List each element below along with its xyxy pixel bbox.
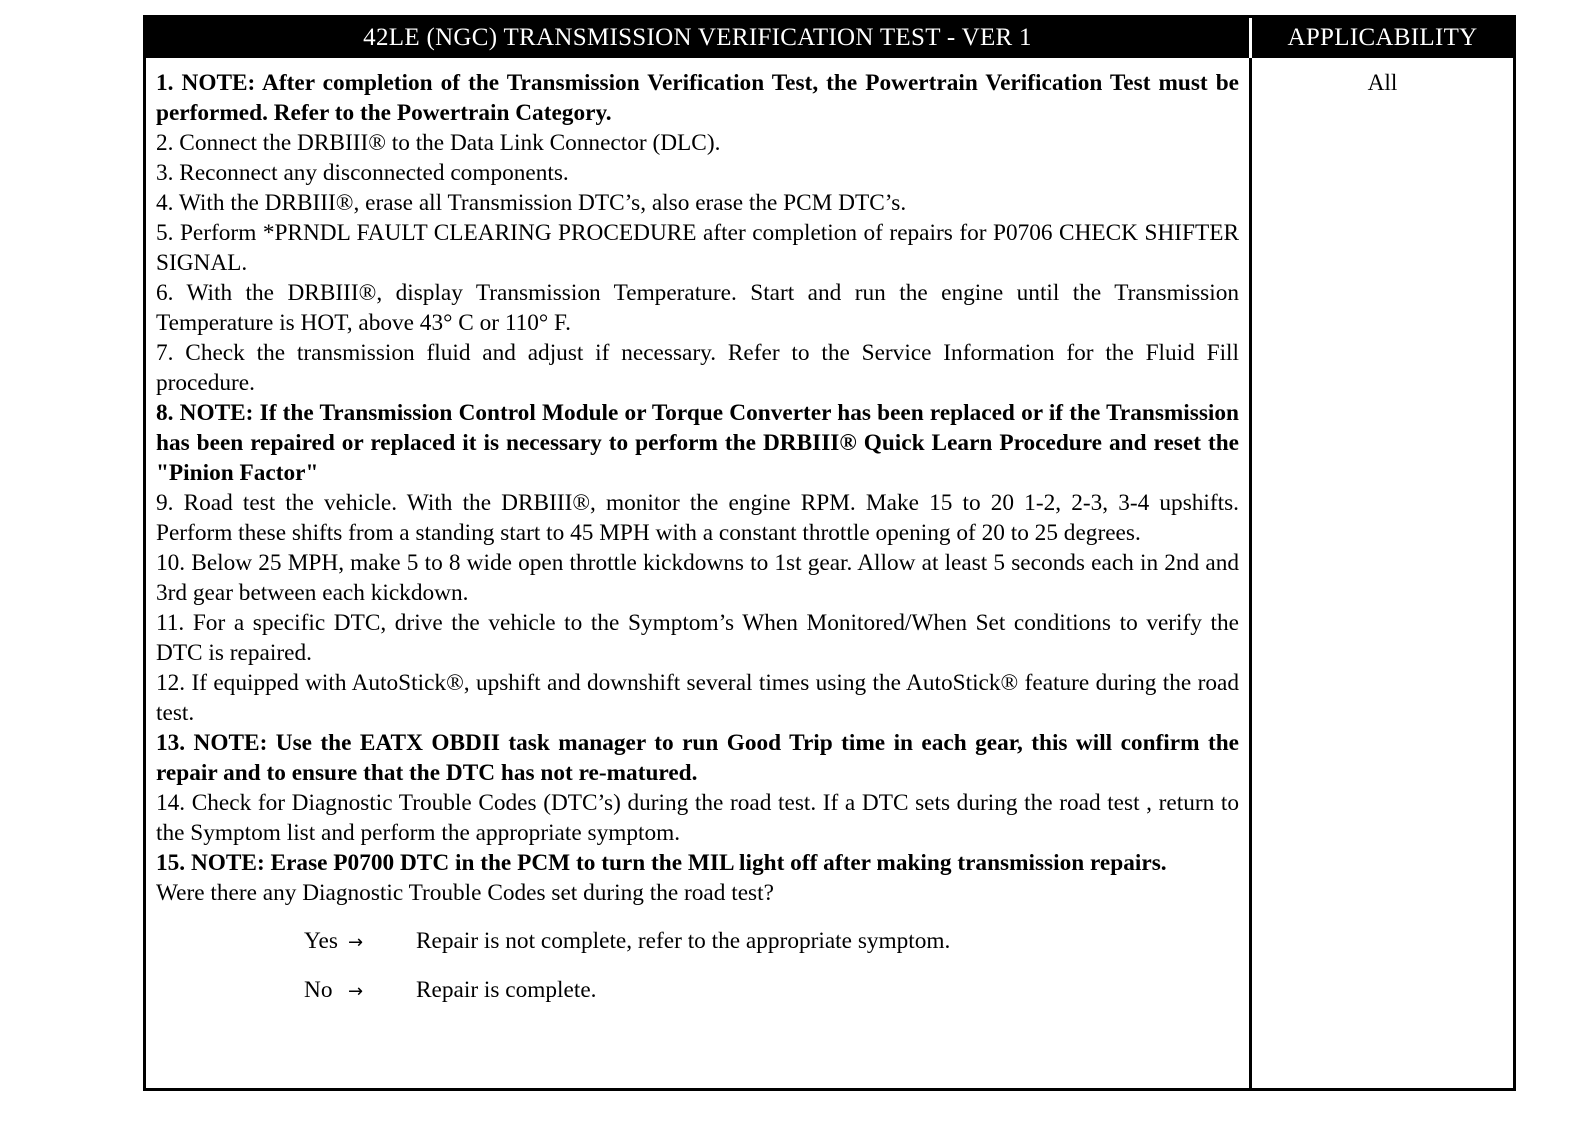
table-header [146,18,1513,58]
procedure-step: 5. Perform *PRNDL FAULT CLEARING PROCEDURE after completion of repairs for P0706 CHECK SHIFTER SIGNAL. [156,220,1239,276]
answer-result: Repair is not complete, refer to the appropriate symptom. [416,928,951,954]
procedure-step: 15. NOTE: Erase P0700 DTC in the PCM to turn the MIL light off after making transmission repairs. [156,850,1167,876]
procedure-step: 3. Reconnect any disconnected components. [156,160,569,186]
applicability-cell: All [1367,70,1398,96]
verification-test-table [143,15,1516,1091]
procedure-step: 9. Road test the vehicle. With the DRBIII®, monitor the engine RPM. Make 15 to 20 1-2, 2-3, 3-4 upshifts. Perform these shifts from a standing start to 45 MPH with a constant throttle opening of 20 to 25 degrees. [156,490,1239,546]
procedure-step: 6. With the DRBIII®, display Transmission Temperature. Start and run the engine until the Transmission Temperature is HOT, above 43° C or 110° F. [156,280,1239,336]
procedure-step: 8. NOTE: If the Transmission Control Module or Torque Converter has been replaced or if the Transmission has been repaired or replaced it is necessary to perform the DRBIII® Quick Learn Procedure and reset the "Pinion Factor" [156,400,1239,486]
arrow-right-icon: → [348,981,364,1002]
test-title: 42LE (NGC) TRANSMISSION VERIFICATION TEST - VER 1 [146,18,1252,58]
question-text: Were there any Diagnostic Trouble Codes set during the road test? [156,880,774,906]
procedure-step: 4. With the DRBIII®, erase all Transmission DTC’s, also erase the PCM DTC’s. [156,190,907,216]
answer-list [156,926,1239,1024]
procedure-step: 11. For a specific DTC, drive the vehicle to the Symptom’s When Monitored/When Set conditions to verify the DTC is repaired. [156,610,1239,666]
procedure-step: 14. Check for Diagnostic Trouble Codes (DTC’s) during the road test. If a DTC sets during the road test , return to the Symptom list and perform the appropriate symptom. [156,790,1239,846]
answer-result: Repair is complete. [416,977,597,1003]
answer-label: Yes [304,928,338,954]
procedure-cell [146,58,1252,1088]
procedure-step: 13. NOTE: Use the EATX OBDII task manager to run Good Trip time in each gear, this will confirm the repair and to ensure that the DTC has not re-matured. [156,730,1239,786]
procedure-steps [156,68,1239,878]
table-body [146,58,1513,1088]
arrow-right-icon: → [348,932,364,953]
procedure-step: 1. NOTE: After completion of the Transmission Verification Test, the Powertrain Verification Test must be performed. Refer to the Powertrain Category. [156,70,1239,126]
applicability-header: APPLICABILITY [1287,24,1478,51]
answer-row [156,975,1239,1024]
procedure-step: 12. If equipped with AutoStick®, upshift and downshift several times using the AutoStick® feature during the road test. [156,670,1239,726]
procedure-step: 10. Below 25 MPH, make 5 to 8 wide open throttle kickdowns to 1st gear. Allow at least 5 seconds each in 2nd and 3rd gear between each kickdown. [156,550,1239,606]
answer-label: No [304,977,333,1003]
procedure-step: 2. Connect the DRBIII® to the Data Link Connector (DLC). [156,130,721,156]
answer-row [156,926,1239,975]
procedure-step: 7. Check the transmission fluid and adjust if necessary. Refer to the Service Information for the Fluid Fill procedure. [156,340,1239,396]
